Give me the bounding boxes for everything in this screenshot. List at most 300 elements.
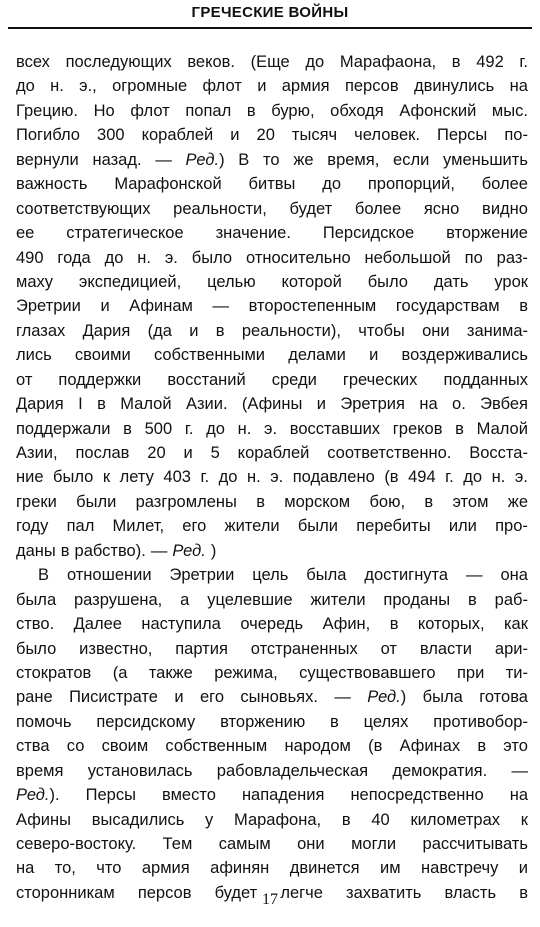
text-line: [16, 539, 528, 563]
word: армия: [281, 77, 330, 96]
word: э.: [270, 468, 284, 487]
word: обходя: [330, 101, 384, 120]
word: (а: [112, 663, 128, 682]
page-number: 17: [262, 891, 278, 908]
word: Восста-: [469, 444, 528, 462]
word: армия: [141, 859, 190, 878]
word: персов: [137, 883, 192, 902]
word: двинулись: [413, 77, 495, 96]
editor-note-mark: Ред.: [185, 150, 220, 169]
word: то,: [54, 859, 76, 878]
text-line: [16, 368, 528, 392]
word: г.: [200, 468, 210, 487]
word: были: [76, 492, 117, 511]
word: время: [16, 761, 64, 780]
text-line: [16, 417, 528, 441]
word: в: [256, 492, 265, 511]
word: стократов: [16, 663, 92, 682]
text-line: [16, 197, 528, 221]
word: важность: [16, 175, 88, 194]
word: вместо: [162, 786, 216, 805]
word: уменьшить: [443, 150, 528, 169]
word: Но: [93, 101, 115, 120]
word: среди: [271, 370, 317, 389]
word: Марафонской: [114, 175, 222, 194]
word: рабовладельческая: [216, 761, 369, 780]
word: целях: [363, 712, 409, 731]
word: восставших: [289, 419, 381, 438]
word: была: [306, 566, 347, 585]
word: ее: [16, 224, 35, 243]
word: к: [102, 468, 111, 487]
word: чтобы: [358, 321, 405, 340]
word: собственным: [165, 737, 268, 756]
word: ние: [16, 468, 44, 487]
word: глазах: [16, 321, 66, 340]
word: до: [322, 175, 342, 194]
text-line: [16, 343, 528, 367]
word: э.: [164, 248, 178, 267]
text-line: [16, 685, 528, 709]
text-line: [16, 294, 528, 318]
word: (да: [147, 321, 172, 340]
word: 494: [408, 468, 436, 487]
word: воздерживались: [401, 346, 528, 365]
word: они: [422, 321, 450, 340]
word: ясно: [423, 199, 460, 218]
word: установилась: [87, 761, 193, 780]
word: Персы: [85, 786, 136, 805]
word: мыс.: [491, 101, 528, 120]
word: в: [330, 712, 339, 731]
word: греческих: [342, 370, 418, 389]
text-line: [16, 246, 528, 270]
text-line: [16, 172, 528, 196]
word: афинян: [210, 859, 270, 878]
text-line: [16, 441, 528, 465]
word: г.: [445, 468, 454, 487]
word: она: [500, 566, 528, 585]
word: были: [297, 517, 339, 536]
word: цель: [252, 566, 289, 585]
word: кораблей: [237, 444, 310, 462]
word: и: [189, 321, 199, 340]
text-line: [16, 563, 528, 587]
word: от: [380, 639, 397, 658]
word: ства: [16, 737, 50, 756]
word: относительно: [246, 248, 351, 267]
word: более: [481, 175, 528, 194]
word: (Афины: [241, 395, 303, 414]
text-line: [16, 856, 528, 880]
word: в: [455, 419, 464, 438]
word: своими: [74, 346, 131, 365]
word: до: [463, 468, 483, 487]
word: н.: [137, 248, 151, 267]
text-line: [16, 661, 528, 685]
word: (в: [368, 737, 383, 756]
word: разрушена,: [74, 590, 163, 609]
word: вторжение: [446, 224, 528, 243]
word: навстречу: [421, 859, 499, 878]
word: В: [238, 150, 250, 169]
word: н.: [50, 77, 64, 96]
word: нападения: [241, 786, 325, 805]
word: собственными: [153, 346, 266, 365]
word: перебиты: [356, 517, 431, 536]
text-line: [16, 148, 528, 172]
text-line: [16, 710, 528, 734]
word: попал: [185, 101, 232, 120]
word: его: [199, 688, 224, 707]
word: в: [341, 810, 351, 829]
word: Далее: [73, 615, 122, 634]
text-line: [16, 490, 528, 514]
word: была: [16, 590, 57, 609]
word: жители: [224, 517, 280, 536]
word: у: [205, 810, 214, 829]
word: Ред.): [367, 688, 407, 707]
word: —: [511, 761, 528, 780]
word: до: [218, 468, 238, 487]
word: 490: [16, 248, 44, 267]
word: непосредственно: [350, 786, 484, 805]
word: народом: [284, 737, 351, 756]
word: 403: [163, 468, 191, 487]
word: более: [354, 199, 402, 218]
word: восстаний: [167, 370, 246, 389]
text-line: [16, 50, 528, 74]
text-line: [16, 270, 528, 294]
word: на: [509, 77, 528, 96]
word: было: [367, 272, 408, 291]
text-line: [16, 392, 528, 416]
word: дать: [433, 272, 469, 291]
text-line: [16, 783, 528, 807]
word: лету: [119, 468, 154, 487]
word: также: [148, 663, 193, 682]
word: его: [182, 517, 207, 536]
word: Марафаона,: [339, 53, 437, 71]
word: поддержали: [16, 419, 111, 438]
word: Милет,: [112, 517, 165, 536]
text-line: [16, 588, 528, 612]
text-line: [16, 514, 528, 538]
word: достигнута: [364, 566, 449, 585]
word: рассчитывать: [422, 835, 528, 853]
word: э.: [264, 419, 278, 438]
word: тысяч: [291, 126, 338, 145]
word: флот: [202, 77, 242, 96]
word: в: [97, 395, 106, 414]
word: целью: [207, 272, 256, 291]
word: года: [57, 248, 91, 267]
word: партия: [175, 639, 228, 658]
word: отстраненных: [250, 639, 358, 658]
text-line: [16, 99, 528, 123]
word: Дария: [16, 395, 64, 414]
word: на: [16, 859, 35, 878]
word: Афины: [16, 810, 71, 829]
word: Малой: [476, 419, 528, 438]
word: в: [519, 297, 528, 316]
word: году: [16, 517, 49, 536]
word: а: [180, 590, 190, 609]
word: помочь: [16, 712, 72, 731]
word: и: [100, 297, 110, 316]
word: своим: [101, 737, 149, 756]
word: было: [53, 468, 94, 487]
word: очередь: [240, 615, 304, 634]
text-line: [16, 734, 528, 758]
word: реальности,: [173, 199, 267, 218]
word: 5: [210, 444, 220, 462]
word: к: [520, 810, 528, 829]
text-line: [16, 759, 528, 783]
word: Азии,: [16, 444, 58, 462]
word: и: [316, 395, 326, 414]
word: г.: [519, 53, 528, 71]
word: (в: [384, 468, 399, 487]
word: поддержки: [58, 370, 142, 389]
text-line: [16, 221, 528, 245]
word: раб-: [494, 590, 528, 609]
word: существовавшего: [299, 663, 436, 682]
word: и: [230, 126, 240, 145]
word: второстепенным: [248, 297, 377, 316]
word: готова: [479, 688, 528, 707]
word: веков.: [187, 53, 236, 71]
text-line: [16, 612, 528, 636]
word: ари-: [494, 639, 528, 658]
word: Афинам: [129, 297, 193, 316]
word: от: [16, 370, 33, 389]
word: Малой: [120, 395, 172, 414]
word: подданных: [443, 370, 528, 389]
word: 492: [476, 53, 504, 71]
word: что: [96, 859, 122, 878]
word: разгромлены: [135, 492, 237, 511]
word: —: [212, 297, 230, 316]
word: персидскому: [96, 712, 196, 731]
word: захватить: [346, 883, 422, 902]
word: Эретрия: [340, 395, 405, 414]
word: государствам: [395, 297, 500, 316]
text-line: [16, 465, 528, 489]
word: режима,: [214, 663, 278, 682]
word: огромные: [112, 77, 188, 96]
word: проданы: [383, 590, 451, 609]
word: Персы: [436, 126, 488, 145]
header-rule: [8, 27, 532, 29]
text-line: [16, 832, 528, 856]
word: Ред.): [185, 150, 225, 169]
word: пал: [66, 517, 95, 536]
word: видно: [482, 199, 528, 218]
word: персов: [344, 77, 399, 96]
word: г.: [184, 419, 194, 438]
text-line: [16, 123, 528, 147]
word: Марафона,: [234, 810, 322, 829]
word: в: [468, 590, 477, 609]
word: при: [456, 663, 485, 682]
word: и: [369, 346, 379, 365]
word: в: [519, 883, 528, 902]
body-text: [16, 50, 528, 905]
word: бою,: [369, 492, 406, 511]
running-title: ГРЕЧЕСКИЕ ВОЙНЫ: [191, 4, 349, 21]
word: 500: [144, 419, 173, 438]
word: 20: [147, 444, 166, 462]
word: было: [16, 639, 57, 658]
word: до: [305, 53, 325, 71]
word: э.: [514, 468, 528, 487]
word: соответственно.: [327, 444, 452, 462]
word: 40: [371, 810, 390, 829]
word: на: [509, 786, 528, 805]
word: известно,: [79, 639, 153, 658]
word: соответствующих: [16, 199, 151, 218]
word: 20: [256, 126, 275, 145]
word: могли: [351, 835, 397, 853]
word: греки: [16, 492, 57, 511]
text-line: [16, 74, 528, 98]
word: до: [206, 419, 225, 438]
word: занима-: [466, 321, 528, 340]
word: и: [174, 688, 184, 707]
word: в: [246, 101, 256, 120]
word: как: [503, 615, 528, 634]
word: отношении: [66, 566, 152, 585]
word: в: [477, 737, 487, 756]
word: власть: [444, 883, 497, 902]
word: последующих: [65, 53, 172, 71]
word: было: [191, 248, 233, 267]
editor-note-mark: Ред.: [172, 541, 206, 560]
word: демократия.: [392, 761, 488, 780]
word: I: [78, 395, 83, 414]
word: же: [293, 150, 314, 169]
word: н.: [237, 419, 252, 438]
word: будет: [289, 199, 333, 218]
word: Дария: [82, 321, 131, 340]
word: северо-востоку.: [16, 835, 137, 853]
word: лись: [16, 346, 52, 365]
word: противобор-: [433, 712, 528, 731]
word: по-: [504, 126, 528, 145]
word: на: [419, 395, 438, 414]
word: экспедицией,: [78, 272, 182, 291]
word: вернули: [16, 150, 79, 169]
word: наступила: [141, 615, 221, 634]
word: э.,: [79, 77, 97, 96]
word: Писистрате: [69, 688, 158, 707]
word: подавлено: [292, 468, 375, 487]
word: этом: [452, 492, 489, 511]
word: уцелевшие: [207, 590, 293, 609]
word: (Еще: [250, 53, 290, 71]
word: морском: [284, 492, 351, 511]
word: н.: [491, 468, 506, 487]
word: стратегическое: [66, 224, 184, 243]
word: Эретрии: [169, 566, 235, 585]
word: н.: [246, 468, 261, 487]
word: сторонникам: [16, 883, 115, 902]
word: урок: [494, 272, 528, 291]
word: В: [38, 566, 50, 585]
word: Азии.: [185, 395, 228, 414]
text-line: [16, 637, 528, 661]
editor-note-mark: Ред.: [16, 786, 50, 805]
word: послав: [75, 444, 130, 462]
word: это: [503, 737, 528, 756]
word: и: [183, 444, 193, 462]
word: флот: [130, 101, 170, 120]
word: в: [451, 53, 461, 71]
word: и: [518, 859, 528, 878]
text-line: [16, 319, 528, 343]
word: которой: [281, 272, 342, 291]
word: бурю,: [271, 101, 315, 120]
word: была: [422, 688, 463, 707]
word: легче: [280, 883, 323, 902]
word: —: [466, 566, 483, 585]
word: греков: [392, 419, 443, 438]
word: по: [464, 248, 483, 267]
word: назад.: [92, 150, 142, 169]
word: и: [257, 77, 267, 96]
word: реальности),: [241, 321, 341, 340]
word: километрах: [410, 810, 500, 829]
word: в: [60, 541, 70, 560]
word: то: [263, 150, 280, 169]
word: ране: [16, 688, 53, 707]
word: же: [507, 492, 528, 511]
word: делами: [288, 346, 346, 365]
word: о.: [452, 395, 466, 414]
word: в: [215, 321, 225, 340]
word: Афинах: [399, 737, 461, 756]
word: со: [66, 737, 85, 756]
word: сыновьях.: [240, 688, 318, 707]
word: Ред.).: [16, 786, 60, 805]
word: про-: [495, 517, 528, 536]
word: ство.: [16, 615, 55, 634]
word: 300: [97, 126, 125, 145]
word: даны: [16, 541, 56, 560]
word: в: [123, 419, 132, 438]
word: или: [448, 517, 477, 536]
word: Тем: [162, 835, 193, 853]
word: до: [104, 248, 124, 267]
word: небольшой: [364, 248, 451, 267]
word: вторжению: [220, 712, 306, 731]
word: жители: [310, 590, 366, 609]
word: в: [389, 615, 399, 634]
text-line: [16, 808, 528, 832]
word: —: [155, 150, 172, 169]
editor-note-mark: Ред.: [367, 688, 401, 707]
word: самым: [218, 835, 271, 853]
word: Афин,: [322, 615, 371, 634]
word: человек.: [354, 126, 420, 145]
word: двинется: [289, 859, 360, 878]
word: Эвбея: [480, 395, 528, 414]
word: рабство).: [74, 541, 146, 560]
word: которых,: [417, 615, 485, 634]
word: им: [380, 859, 401, 878]
word: пропорций,: [367, 175, 455, 194]
